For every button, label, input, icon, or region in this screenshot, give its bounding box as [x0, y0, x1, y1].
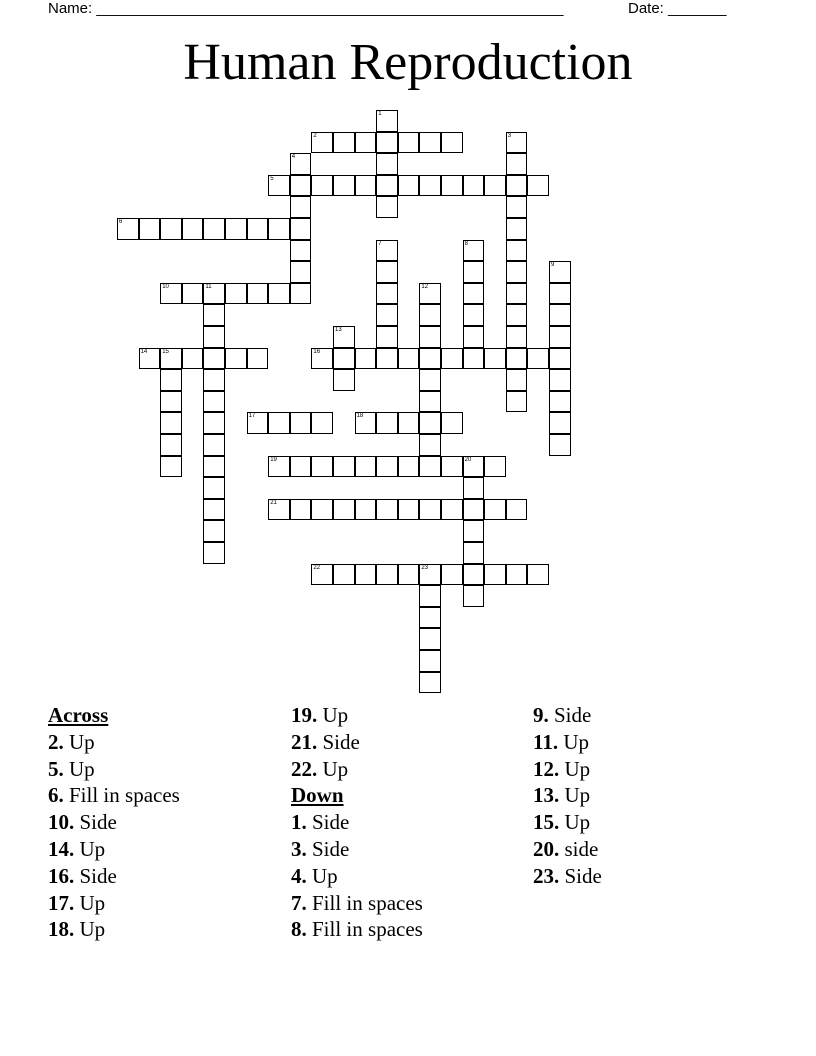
crossword-cell[interactable]: [463, 240, 485, 262]
crossword-cell[interactable]: [527, 175, 549, 197]
clue-text: Fill in spaces: [69, 783, 180, 808]
clue-text: Fill in spaces: [312, 917, 423, 942]
crossword-cell[interactable]: [203, 326, 225, 348]
clue-text: side: [564, 836, 599, 861]
crossword-cell[interactable]: [355, 348, 377, 370]
clues-column-2: [291, 702, 423, 943]
clue-text: Up: [79, 917, 106, 942]
crossword-cell[interactable]: [463, 499, 485, 521]
clue-text: Up: [564, 756, 591, 781]
clue-text: Side: [554, 703, 592, 727]
crossword-cell[interactable]: [398, 564, 420, 586]
clue-number: 17.: [48, 890, 75, 915]
cell-number: 21: [270, 499, 277, 506]
crossword-cell[interactable]: [549, 283, 571, 305]
cell-number: 11: [205, 283, 212, 290]
crossword-cell[interactable]: [506, 153, 528, 175]
clue-across-6: [48, 782, 180, 809]
clue-text: Side: [322, 729, 360, 754]
crossword-cell[interactable]: [311, 499, 333, 521]
page-title: Human Reproduction: [183, 34, 633, 91]
crossword-cell[interactable]: [419, 650, 441, 672]
crossword-cell[interactable]: [419, 412, 441, 434]
clue-text: Up: [69, 729, 95, 754]
crossword-cell[interactable]: [376, 412, 398, 434]
crossword-cell[interactable]: [290, 218, 312, 240]
clue-across-10: [48, 809, 180, 836]
cell-number: 4: [291, 154, 296, 161]
clue-text: Up: [69, 756, 95, 781]
crossword-cell[interactable]: [463, 542, 485, 564]
crossword-cell[interactable]: [268, 412, 290, 434]
clue-number: 1.: [291, 810, 307, 835]
crossword-cell[interactable]: [419, 391, 441, 413]
crossword-cell[interactable]: [463, 175, 485, 197]
clue-across-14: [48, 836, 180, 863]
crossword-cell[interactable]: [441, 412, 463, 434]
crossword-cell[interactable]: [355, 412, 377, 434]
crossword-cell[interactable]: [203, 542, 225, 564]
crossword-cell[interactable]: [441, 564, 463, 586]
crossword-cell[interactable]: [182, 218, 204, 240]
clue-text: Side: [564, 863, 602, 888]
crossword-cell[interactable]: [506, 240, 528, 262]
crossword-cell[interactable]: [419, 348, 441, 370]
clue-text: Up: [322, 756, 349, 781]
crossword-cell[interactable]: [333, 348, 355, 370]
crossword-cell[interactable]: [203, 218, 225, 240]
crossword-cell[interactable]: [398, 348, 420, 370]
crossword-cell[interactable]: [311, 456, 333, 478]
clue-number: 6.: [48, 783, 64, 808]
crossword-cell[interactable]: [355, 564, 377, 586]
crossword-cell[interactable]: [419, 283, 441, 305]
cell-number: 13: [335, 327, 342, 333]
name-field-label: Name: ________________________________________________________: [48, 0, 564, 17]
crossword-cell[interactable]: [506, 391, 528, 413]
clue-text: Side: [79, 863, 117, 888]
crossword-cell[interactable]: [376, 261, 398, 283]
crossword-cell[interactable]: [376, 304, 398, 326]
crossword-cell[interactable]: [160, 434, 182, 456]
clue-text: Up: [563, 729, 590, 754]
clue-text: Up: [79, 890, 106, 915]
clue-number: 3.: [291, 836, 307, 861]
down-heading: Down: [291, 783, 344, 808]
clue-text: Side: [79, 810, 117, 835]
crossword-cell[interactable]: [419, 564, 441, 586]
crossword-cell[interactable]: [376, 132, 398, 154]
crossword-cell[interactable]: [268, 499, 290, 521]
clue-across-5: [48, 756, 180, 783]
crossword-cell[interactable]: [225, 348, 247, 370]
crossword-cell[interactable]: [463, 585, 485, 607]
crossword-cell[interactable]: [311, 348, 333, 370]
crossword-cell[interactable]: [463, 456, 485, 478]
crossword-cell[interactable]: [225, 218, 247, 240]
crossword-cell[interactable]: [117, 218, 139, 240]
crossword-cell[interactable]: [419, 607, 441, 629]
clue-number: 22.: [291, 756, 318, 781]
crossword-cell[interactable]: [549, 434, 571, 456]
crossword-cell[interactable]: [527, 348, 549, 370]
crossword-cell[interactable]: [398, 412, 420, 434]
cell-number: 5: [270, 175, 274, 182]
crossword-cell[interactable]: [290, 240, 312, 262]
crossword-cell[interactable]: [247, 283, 269, 305]
crossword-cell[interactable]: [160, 218, 182, 240]
cell-number: 1: [378, 111, 382, 117]
crossword-cell[interactable]: [160, 412, 182, 434]
crossword-cell[interactable]: [160, 391, 182, 413]
cell-number: 20: [464, 456, 472, 463]
crossword-cell[interactable]: [506, 218, 528, 240]
crossword-cell[interactable]: [355, 499, 377, 521]
crossword-cell[interactable]: [506, 175, 528, 197]
cell-number: 15: [162, 348, 169, 355]
crossword-cell[interactable]: [290, 153, 312, 175]
crossword-cell[interactable]: [268, 175, 290, 197]
crossword-cell[interactable]: [441, 132, 463, 154]
crossword-cell[interactable]: [376, 240, 398, 262]
crossword-cell[interactable]: [355, 175, 377, 197]
crossword-cell[interactable]: [419, 456, 441, 478]
crossword-cell[interactable]: [463, 477, 485, 499]
crossword-cell[interactable]: [506, 326, 528, 348]
crossword-cell[interactable]: [290, 261, 312, 283]
crossword-cell[interactable]: [549, 348, 571, 370]
clue-number: 12.: [533, 756, 560, 781]
crossword-cell[interactable]: [203, 369, 225, 391]
crossword-cell[interactable]: [419, 175, 441, 197]
clue-down-13: [533, 782, 602, 809]
clue-number: 2.: [48, 729, 64, 754]
crossword-cell[interactable]: [376, 564, 398, 586]
crossword-cell[interactable]: [290, 283, 312, 305]
clue-down-11: [533, 729, 602, 756]
crossword-cell[interactable]: [290, 196, 312, 218]
clue-down-20: [533, 836, 602, 863]
crossword-cell[interactable]: [311, 132, 333, 154]
cell-number: 3: [507, 132, 512, 139]
crossword-cell[interactable]: [247, 218, 269, 240]
crossword-cell[interactable]: [484, 564, 506, 586]
clue-down-12: [533, 756, 602, 783]
crossword-cell[interactable]: [549, 369, 571, 391]
clue-number: 4.: [291, 863, 307, 888]
crossword-cell[interactable]: [311, 412, 333, 434]
crossword-cell[interactable]: [506, 499, 528, 521]
crossword-cell[interactable]: [506, 283, 528, 305]
crossword-cell[interactable]: [398, 499, 420, 521]
date-field-label: Date: _______: [628, 0, 727, 17]
crossword-cell[interactable]: [247, 412, 269, 434]
crossword-cell[interactable]: [419, 672, 441, 694]
crossword-cell[interactable]: [527, 564, 549, 586]
clue-across-17: [48, 890, 180, 917]
crossword-cell[interactable]: [419, 585, 441, 607]
clues-column-1: [48, 702, 180, 943]
clue-text: Side: [312, 836, 350, 861]
clue-across-16: [48, 863, 180, 890]
clue-text: Up: [564, 783, 591, 808]
clue-number: 23.: [533, 863, 560, 888]
crossword-cell[interactable]: [419, 326, 441, 348]
header-line: [48, 0, 748, 20]
crossword-cell[interactable]: [463, 520, 485, 542]
clue-text: Up: [312, 863, 338, 888]
clue-text: Side: [312, 810, 350, 835]
crossword-cell[interactable]: [203, 456, 225, 478]
crossword-cell[interactable]: [376, 499, 398, 521]
crossword-cell[interactable]: [376, 153, 398, 175]
crossword-cell[interactable]: [333, 499, 355, 521]
clues-column-3: [533, 702, 602, 890]
crossword-cell[interactable]: [398, 132, 420, 154]
clue-number: 9.: [533, 703, 549, 727]
crossword-cell[interactable]: [355, 132, 377, 154]
crossword-cell[interactable]: [441, 348, 463, 370]
crossword-cell[interactable]: [203, 434, 225, 456]
crossword-cell[interactable]: [376, 348, 398, 370]
crossword-cell[interactable]: [441, 456, 463, 478]
crossword-cell[interactable]: [506, 564, 528, 586]
clue-across-2: [48, 729, 180, 756]
crossword-cell[interactable]: [182, 348, 204, 370]
crossword-cell[interactable]: [290, 175, 312, 197]
clue-across-22: [291, 756, 423, 783]
clue-number: 14.: [48, 836, 75, 861]
crossword-cell[interactable]: [333, 456, 355, 478]
cell-number: 6: [119, 219, 123, 225]
crossword-cell[interactable]: [333, 175, 355, 197]
crossword-cell[interactable]: [311, 564, 333, 586]
clue-text: Fill in spaces: [312, 890, 423, 915]
crossword-cell[interactable]: [506, 348, 528, 370]
cell-number: 12: [421, 283, 429, 290]
clue-number: 20.: [533, 836, 560, 861]
crossword-cell[interactable]: [506, 304, 528, 326]
clue-down-3: [291, 836, 423, 863]
cell-number: 16: [313, 348, 321, 355]
crossword-cell[interactable]: [376, 175, 398, 197]
crossword-cell[interactable]: [203, 348, 225, 370]
cell-number: 17: [248, 413, 256, 420]
crossword-cell[interactable]: [549, 391, 571, 413]
crossword-cell[interactable]: [203, 412, 225, 434]
crossword-cell[interactable]: [549, 412, 571, 434]
crossword-cell[interactable]: [376, 196, 398, 218]
crossword-cell[interactable]: [160, 348, 182, 370]
crossword-cell[interactable]: [290, 499, 312, 521]
crossword-cell[interactable]: [549, 261, 571, 283]
cell-number: 18: [356, 413, 364, 420]
clue-number: 21.: [291, 729, 318, 754]
crossword-cell[interactable]: [463, 261, 485, 283]
clue-number: 16.: [48, 863, 75, 888]
clue-text: Up: [79, 836, 106, 861]
clue-down-15: [533, 809, 602, 836]
crossword-cell[interactable]: [160, 369, 182, 391]
crossword-cell[interactable]: [463, 283, 485, 305]
cell-number: 10: [162, 283, 169, 290]
clue-across-21: [291, 729, 423, 756]
crossword-cell[interactable]: [506, 261, 528, 283]
crossword-cell[interactable]: [376, 456, 398, 478]
crossword-cell[interactable]: [419, 304, 441, 326]
crossword-cell[interactable]: [290, 456, 312, 478]
crossword-cell[interactable]: [506, 369, 528, 391]
crossword-cell[interactable]: [549, 304, 571, 326]
crossword-cell[interactable]: [441, 499, 463, 521]
crossword-cell[interactable]: [333, 369, 355, 391]
cell-number: 23: [421, 564, 429, 571]
crossword-cell[interactable]: [355, 456, 377, 478]
crossword-cell[interactable]: [463, 326, 485, 348]
crossword-cell[interactable]: [463, 304, 485, 326]
clue-number: 13.: [533, 783, 560, 808]
cell-number: 2: [313, 132, 317, 139]
crossword-cell[interactable]: [203, 520, 225, 542]
crossword-cell[interactable]: [333, 132, 355, 154]
clue-number: 11.: [533, 729, 559, 754]
crossword-cell[interactable]: [203, 304, 225, 326]
crossword-cell[interactable]: [225, 283, 247, 305]
crossword-cell[interactable]: [376, 326, 398, 348]
crossword-cell[interactable]: [376, 110, 398, 132]
cell-number: 8: [464, 240, 468, 247]
crossword-cell[interactable]: [398, 456, 420, 478]
crossword-cell[interactable]: [268, 218, 290, 240]
clue-down-23: [533, 863, 602, 890]
clue-number: 18.: [48, 917, 75, 942]
crossword-cell[interactable]: [247, 348, 269, 370]
clue-number: 15.: [533, 810, 560, 835]
crossword-cell[interactable]: [484, 456, 506, 478]
crossword-cell[interactable]: [203, 283, 225, 305]
crossword-cell[interactable]: [311, 175, 333, 197]
crossword-cell[interactable]: [139, 348, 161, 370]
crossword-cell[interactable]: [376, 283, 398, 305]
crossword-cell[interactable]: [203, 391, 225, 413]
crossword-cell[interactable]: [419, 132, 441, 154]
cell-number: 9: [551, 262, 555, 269]
crossword-cell[interactable]: [484, 348, 506, 370]
clue-down-9: [533, 702, 602, 729]
crossword-cell[interactable]: [139, 218, 161, 240]
clue-number: 5.: [48, 756, 64, 781]
clue-across-18: [48, 916, 180, 943]
crossword-cell[interactable]: [268, 283, 290, 305]
crossword-cell[interactable]: [419, 499, 441, 521]
crossword-cell[interactable]: [268, 456, 290, 478]
crossword-cell[interactable]: [506, 196, 528, 218]
crossword-cell[interactable]: [506, 132, 528, 154]
cell-number: 19: [270, 456, 277, 463]
crossword-cell[interactable]: [419, 628, 441, 650]
crossword-cell[interactable]: [182, 283, 204, 305]
crossword-cell[interactable]: [333, 326, 355, 348]
crossword-cell[interactable]: [441, 175, 463, 197]
clue-number: 8.: [291, 917, 307, 942]
clue-number: 19.: [291, 703, 318, 727]
cell-number: 7: [378, 240, 382, 247]
crossword-cell[interactable]: [419, 434, 441, 456]
crossword-cell[interactable]: [463, 564, 485, 586]
clue-down-4: [291, 863, 423, 890]
crossword-cell[interactable]: [203, 499, 225, 521]
clue-across-19: [291, 702, 423, 729]
clue-down-7: [291, 890, 423, 917]
cell-number: 14: [140, 348, 148, 355]
cell-number: 22: [313, 564, 321, 571]
clue-text: Up: [322, 703, 349, 727]
crossword-cell[interactable]: [333, 564, 355, 586]
clue-number: 7.: [291, 890, 307, 915]
crossword-cell[interactable]: [160, 283, 182, 305]
crossword-cell[interactable]: [484, 175, 506, 197]
crossword-cell[interactable]: [398, 175, 420, 197]
crossword-cell[interactable]: [419, 369, 441, 391]
crossword-cell[interactable]: [160, 456, 182, 478]
crossword-cell[interactable]: [203, 477, 225, 499]
crossword-cell[interactable]: [549, 326, 571, 348]
crossword-cell[interactable]: [290, 412, 312, 434]
clue-text: Up: [564, 810, 591, 835]
clue-number: 10.: [48, 810, 75, 835]
clue-down-8: [291, 916, 423, 943]
crossword-cell[interactable]: [463, 348, 485, 370]
clue-down-1: [291, 809, 423, 836]
across-heading: Across: [48, 703, 109, 727]
crossword-cell[interactable]: [484, 499, 506, 521]
